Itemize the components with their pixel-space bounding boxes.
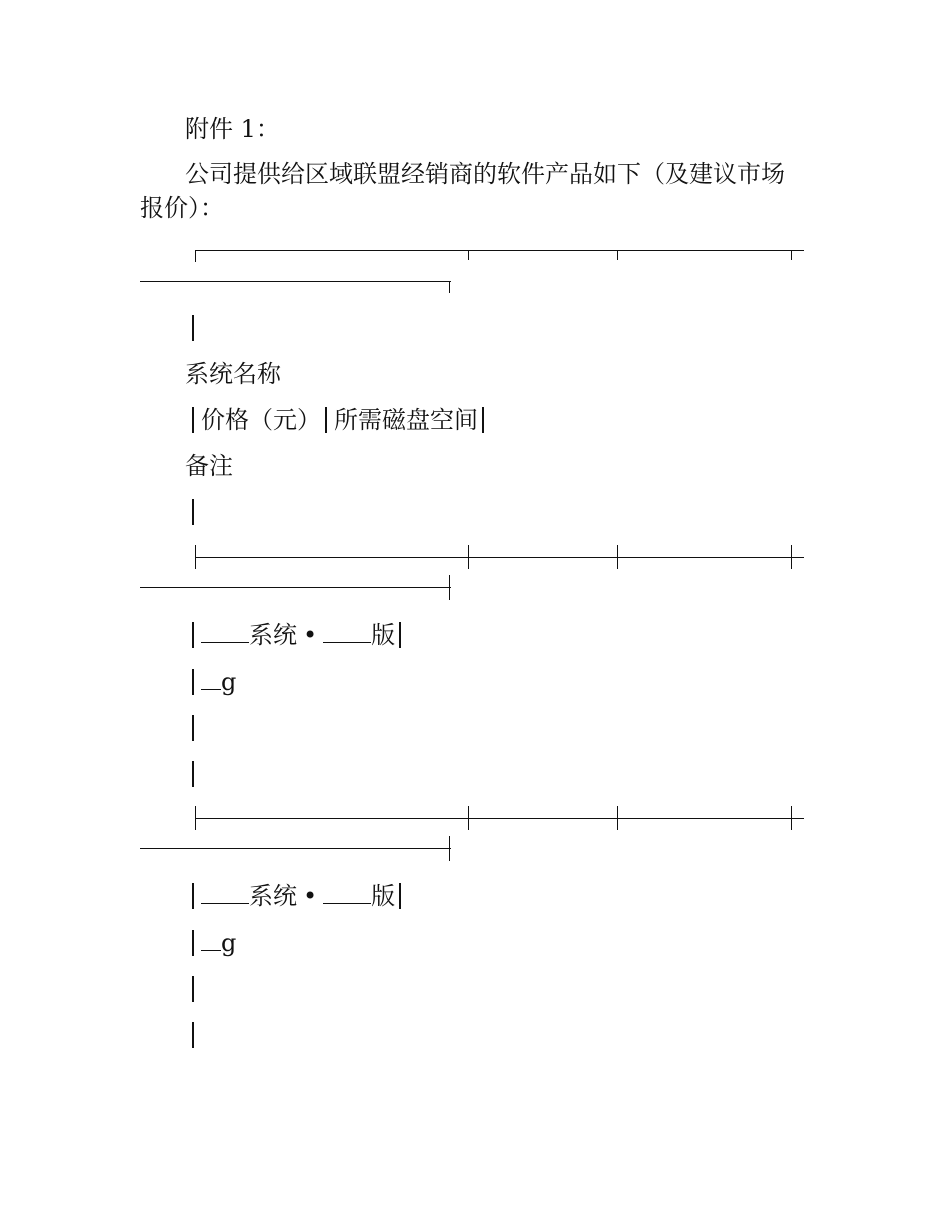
table-cell-border	[192, 713, 194, 743]
version-suffix: 版	[371, 882, 396, 910]
disk-unit: g	[221, 929, 237, 957]
header-col-price: 价格（元）	[201, 406, 321, 434]
table-cell-border	[192, 974, 194, 1004]
header-col-remarks: 备注	[185, 452, 233, 480]
table-cell-border	[192, 1020, 194, 1050]
system-suffix: 系统	[249, 882, 297, 910]
disk-space-cell	[192, 667, 236, 697]
bullet: •	[303, 882, 318, 910]
table-row	[192, 881, 401, 911]
attachment-heading: 附件 1：	[185, 115, 280, 143]
header-col-system-name: 系统名称	[185, 360, 281, 388]
system-suffix: 系统	[249, 621, 297, 649]
table-cell-border	[192, 759, 194, 789]
table-header-trailing-border	[192, 497, 194, 527]
header-col-disk-space: 所需磁盘空间	[334, 406, 478, 434]
bullet: •	[303, 621, 318, 649]
disk-space-cell	[192, 928, 236, 958]
intro-paragraph-line-2: 报价）：	[140, 194, 224, 222]
header-row-price-disk	[192, 405, 484, 435]
intro-paragraph-line-1: 公司提供给区域联盟经销商的软件产品如下（及建议市场	[185, 160, 785, 188]
table-header-left-border	[192, 313, 194, 343]
table-row	[192, 620, 401, 650]
disk-unit: g	[221, 668, 237, 696]
version-suffix: 版	[371, 621, 396, 649]
